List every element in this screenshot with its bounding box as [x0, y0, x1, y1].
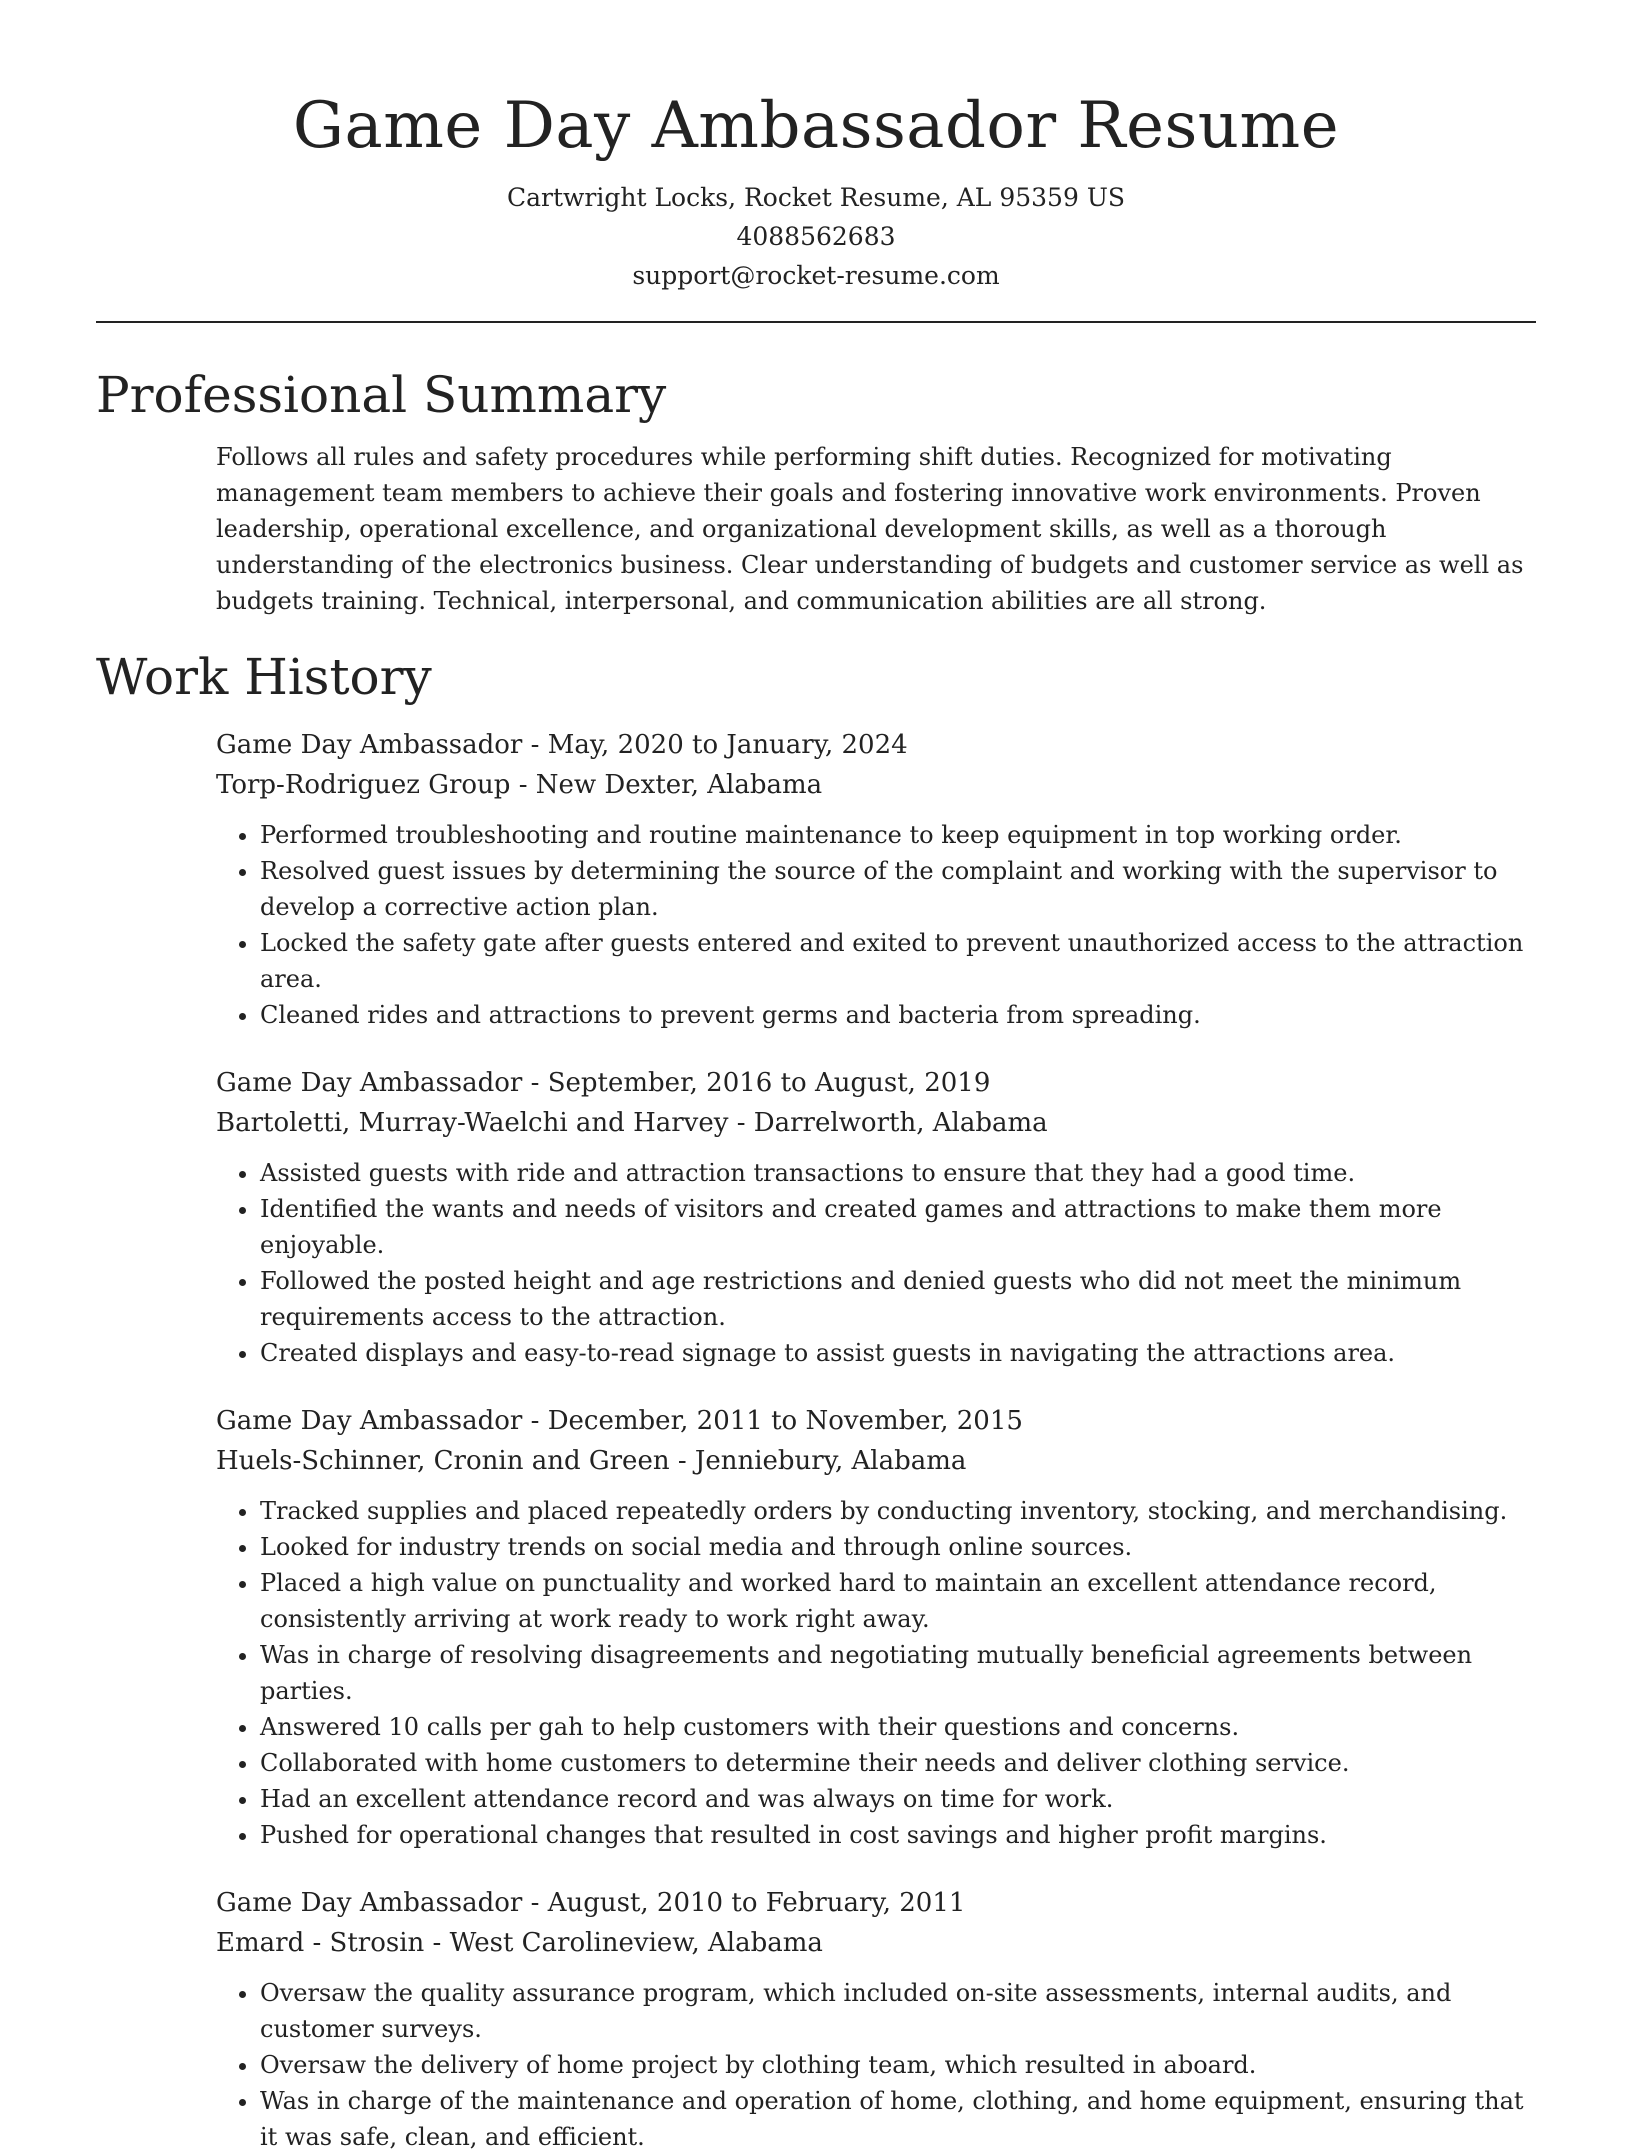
job-dates: December, 2011 to November, 2015 — [547, 1406, 1023, 1436]
separator: - — [728, 1108, 754, 1138]
job-entry — [216, 725, 1536, 1033]
job-bullets — [216, 817, 1536, 1033]
job-title: Game Day Ambassador — [216, 1406, 523, 1436]
company-name: Huels-Schinner, Cronin and Green — [216, 1446, 670, 1476]
summary-heading: Professional Summary — [96, 366, 667, 424]
separator: - — [669, 1446, 695, 1476]
bullet-item: • Had an excellent attendance record and was always on time for work. — [260, 1781, 1536, 1817]
contact-phone: 4088562683 — [736, 222, 896, 251]
bullet-item: • Cleaned rides and attractions to prevent germs and bacteria from spreading. — [260, 997, 1536, 1033]
job-company-line — [216, 1923, 1536, 1963]
job-title-line — [216, 1063, 1536, 1103]
separator: - — [522, 730, 548, 760]
bullet-item: • Placed a high value on punctuality and worked hard to maintain an excellent attendance record, consistently arriving at work ready to work right away. — [260, 1565, 1536, 1637]
bullet-item: • Assisted guests with ride and attraction transactions to ensure that they had a good time. — [260, 1155, 1536, 1191]
company-name: Emard - Strosin — [216, 1928, 425, 1958]
job-bullets — [216, 1975, 1536, 2155]
job-bullets — [216, 1493, 1536, 1853]
bullet-item: • Performed troubleshooting and routine maintenance to keep equipment in top working order. — [260, 817, 1536, 853]
company-location: New Dexter, Alabama — [535, 770, 823, 800]
bullet-item: • Was in charge of the maintenance and operation of home, clothing, and home equipment, ensuring that it was safe, clean, and efficient. — [260, 2083, 1536, 2155]
job-dates: May, 2020 to January, 2024 — [547, 730, 908, 760]
resume-title: Game Day Ambassador Resume — [292, 89, 1340, 163]
bullet-item: • Created displays and easy-to-read signage to assist guests in navigating the attractions area. — [260, 1335, 1536, 1371]
separator: - — [522, 1068, 548, 1098]
bullet-item: • Followed the posted height and age restrictions and denied guests who did not meet the minimum requirements access to the attraction. — [260, 1263, 1536, 1335]
job-entry — [216, 1063, 1536, 1371]
company-name: Bartoletti, Murray-Waelchi and Harvey — [216, 1108, 729, 1138]
job-company-line — [216, 765, 1536, 805]
bullet-item: • Looked for industry trends on social media and through online sources. — [260, 1529, 1536, 1565]
contact-address: Cartwright Locks, Rocket Resume, AL 95359 US — [506, 183, 1126, 212]
job-title-line — [216, 1401, 1536, 1441]
bullet-item: • Oversaw the delivery of home project by clothing team, which resulted in aboard. — [260, 2047, 1536, 2083]
job-dates: September, 2016 to August, 2019 — [547, 1068, 991, 1098]
bullet-item: • Pushed for operational changes that resulted in cost savings and higher profit margins. — [260, 1817, 1536, 1853]
bullet-item: • Identified the wants and needs of visitors and created games and attractions to make them more enjoyable. — [260, 1191, 1536, 1263]
job-title-line — [216, 725, 1536, 765]
job-bullets — [216, 1155, 1536, 1371]
bullet-item: • Tracked supplies and placed repeatedly orders by conducting inventory, stocking, and merchandising. — [260, 1493, 1536, 1529]
summary-text: Follows all rules and safety procedures while performing shift duties. Recognized for motivating management team members to achieve their goals and fostering innovative work environments. Proven leadership, operational excellence, and organizational development skills, as well as a thorough understanding of the electronics business. Clear understanding of budgets and customer service as well as budgets training. Technical, interpersonal, and communication abilities are all strong. — [216, 443, 1524, 615]
bullet-item: • Resolved guest issues by determining the source of the complaint and working with the supervisor to develop a corrective action plan. — [260, 853, 1536, 925]
bullet-item: • Locked the safety gate after guests entered and exited to prevent unauthorized access to the attraction area. — [260, 925, 1536, 997]
separator: - — [510, 770, 536, 800]
job-company-line — [216, 1441, 1536, 1481]
resume-page — [96, 0, 1536, 2155]
company-location: West Carolineview, Alabama — [449, 1928, 823, 1958]
contact-email: support@rocket-resume.com — [632, 261, 1000, 290]
job-title: Game Day Ambassador — [216, 1068, 523, 1098]
company-name: Torp-Rodriguez Group — [216, 770, 511, 800]
company-location: Darrelworth, Alabama — [753, 1108, 1048, 1138]
separator: - — [522, 1406, 548, 1436]
company-location: Jenniebury, Alabama — [694, 1446, 967, 1476]
job-title: Game Day Ambassador — [216, 730, 523, 760]
job-title: Game Day Ambassador — [216, 1888, 523, 1918]
job-title-line — [216, 1883, 1536, 1923]
job-entry — [216, 1883, 1536, 2155]
work-history-heading: Work History — [96, 648, 432, 706]
job-dates: August, 2010 to February, 2011 — [547, 1888, 966, 1918]
bullet-item: • Answered 10 calls per gah to help customers with their questions and concerns. — [260, 1709, 1536, 1745]
bullet-item: • Was in charge of resolving disagreements and negotiating mutually beneficial agreements between parties. — [260, 1637, 1536, 1709]
bullet-item: • Collaborated with home customers to determine their needs and deliver clothing service. — [260, 1745, 1536, 1781]
job-entry — [216, 1401, 1536, 1853]
separator: - — [424, 1928, 450, 1958]
contact-block — [96, 178, 1536, 295]
job-company-line — [216, 1103, 1536, 1143]
bullet-item: • Oversaw the quality assurance program, which included on-site assessments, internal audits, and customer surveys. — [260, 1975, 1536, 2047]
separator: - — [522, 1888, 548, 1918]
header-divider — [96, 321, 1536, 323]
